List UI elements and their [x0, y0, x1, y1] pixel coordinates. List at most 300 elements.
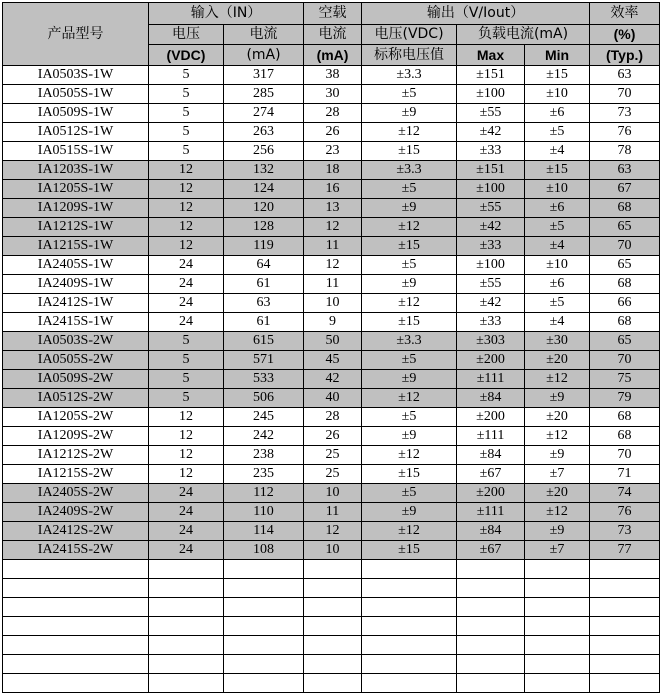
cell-input-current: 245 [224, 408, 304, 427]
blank-cell [457, 636, 525, 655]
blank-cell [590, 655, 660, 674]
cell-load-min: ±9 [525, 389, 590, 408]
blank-cell [149, 617, 224, 636]
blank-cell [457, 617, 525, 636]
cell-output-voltage: ±9 [362, 370, 457, 389]
cell-load-min: ±10 [525, 256, 590, 275]
cell-output-voltage: ±5 [362, 180, 457, 199]
cell-input-voltage: 5 [149, 142, 224, 161]
cell-model: IA1205S-2W [3, 408, 149, 427]
cell-load-min: ±12 [525, 370, 590, 389]
cell-model: IA1203S-1W [3, 161, 149, 180]
header-output-voltage-sub: 标称电压值 [362, 45, 457, 66]
cell-load-min: ±5 [525, 218, 590, 237]
table-row [3, 503, 660, 522]
cell-load-max: ±200 [457, 408, 525, 427]
table-header [3, 3, 660, 66]
blank-cell [224, 560, 304, 579]
cell-model: IA0505S-2W [3, 351, 149, 370]
blank-cell [362, 655, 457, 674]
cell-load-max: ±42 [457, 123, 525, 142]
cell-input-current: 285 [224, 85, 304, 104]
header-output: 输出（V/Iout） [362, 3, 590, 25]
cell-load-max: ±84 [457, 522, 525, 541]
cell-noload-current: 9 [304, 313, 362, 332]
cell-input-current: 64 [224, 256, 304, 275]
table-row [3, 484, 660, 503]
cell-noload-current: 26 [304, 427, 362, 446]
cell-load-max: ±55 [457, 199, 525, 218]
cell-noload-current: 18 [304, 161, 362, 180]
header-eff-mid: (%) [590, 25, 660, 45]
cell-load-min: ±10 [525, 85, 590, 104]
table-row [3, 446, 660, 465]
cell-efficiency: 75 [590, 370, 660, 389]
blank-cell [362, 579, 457, 598]
blank-cell [3, 636, 149, 655]
cell-load-max: ±200 [457, 484, 525, 503]
cell-input-voltage: 24 [149, 313, 224, 332]
blank-cell [224, 579, 304, 598]
cell-model: IA2405S-1W [3, 256, 149, 275]
cell-input-voltage: 12 [149, 446, 224, 465]
cell-load-min: ±5 [525, 123, 590, 142]
header-load-min: Min [525, 45, 590, 66]
cell-model: IA2412S-1W [3, 294, 149, 313]
cell-noload-current: 12 [304, 522, 362, 541]
blank-cell [525, 617, 590, 636]
cell-input-current: 256 [224, 142, 304, 161]
cell-load-max: ±100 [457, 180, 525, 199]
table-row [3, 256, 660, 275]
blank-cell [304, 598, 362, 617]
cell-output-voltage: ±5 [362, 484, 457, 503]
cell-output-voltage: ±5 [362, 256, 457, 275]
cell-output-voltage: ±15 [362, 313, 457, 332]
cell-load-max: ±67 [457, 541, 525, 560]
cell-input-current: 506 [224, 389, 304, 408]
cell-input-voltage: 12 [149, 218, 224, 237]
cell-load-max: ±55 [457, 104, 525, 123]
cell-output-voltage: ±12 [362, 294, 457, 313]
cell-noload-current: 30 [304, 85, 362, 104]
cell-load-min: ±4 [525, 313, 590, 332]
cell-noload-current: 13 [304, 199, 362, 218]
cell-load-max: ±33 [457, 237, 525, 256]
cell-input-voltage: 12 [149, 237, 224, 256]
table-row [3, 142, 660, 161]
cell-load-max: ±200 [457, 351, 525, 370]
cell-load-min: ±20 [525, 351, 590, 370]
cell-model: IA0503S-1W [3, 66, 149, 85]
cell-load-min: ±10 [525, 180, 590, 199]
blank-cell [224, 636, 304, 655]
blank-cell [590, 560, 660, 579]
cell-load-max: ±42 [457, 294, 525, 313]
cell-efficiency: 77 [590, 541, 660, 560]
table-row [3, 123, 660, 142]
cell-output-voltage: ±15 [362, 465, 457, 484]
blank-cell [525, 655, 590, 674]
cell-input-voltage: 12 [149, 427, 224, 446]
blank-cell [590, 617, 660, 636]
cell-efficiency: 68 [590, 275, 660, 294]
table-body [3, 66, 660, 693]
cell-input-voltage: 24 [149, 294, 224, 313]
blank-row [3, 674, 660, 693]
header-noload-unit: (mA) [304, 45, 362, 66]
cell-input-current: 114 [224, 522, 304, 541]
cell-model: IA1212S-1W [3, 218, 149, 237]
cell-model: IA2409S-2W [3, 503, 149, 522]
cell-model: IA1215S-1W [3, 237, 149, 256]
cell-input-voltage: 24 [149, 522, 224, 541]
cell-load-min: ±9 [525, 522, 590, 541]
cell-input-voltage: 5 [149, 123, 224, 142]
header-input: 输入（IN） [149, 3, 304, 25]
blank-cell [362, 636, 457, 655]
cell-load-min: ±6 [525, 199, 590, 218]
cell-load-min: ±7 [525, 465, 590, 484]
blank-cell [149, 598, 224, 617]
blank-cell [224, 598, 304, 617]
header-input-current: 电流 [224, 25, 304, 45]
blank-row [3, 560, 660, 579]
cell-load-min: ±6 [525, 104, 590, 123]
cell-efficiency: 76 [590, 503, 660, 522]
cell-input-voltage: 5 [149, 389, 224, 408]
cell-model: IA1205S-1W [3, 180, 149, 199]
cell-load-min: ±4 [525, 142, 590, 161]
blank-row [3, 655, 660, 674]
cell-model: IA0503S-2W [3, 332, 149, 351]
cell-efficiency: 68 [590, 408, 660, 427]
cell-efficiency: 74 [590, 484, 660, 503]
cell-efficiency: 76 [590, 123, 660, 142]
blank-cell [3, 579, 149, 598]
blank-cell [304, 636, 362, 655]
blank-cell [457, 579, 525, 598]
cell-efficiency: 65 [590, 332, 660, 351]
cell-model: IA1215S-2W [3, 465, 149, 484]
blank-cell [590, 598, 660, 617]
blank-cell [362, 674, 457, 693]
cell-output-voltage: ±9 [362, 427, 457, 446]
cell-load-min: ±4 [525, 237, 590, 256]
blank-cell [224, 617, 304, 636]
cell-noload-current: 45 [304, 351, 362, 370]
cell-output-voltage: ±3.3 [362, 161, 457, 180]
cell-input-voltage: 5 [149, 66, 224, 85]
cell-model: IA0515S-1W [3, 142, 149, 161]
spec-table [2, 2, 660, 693]
blank-cell [457, 674, 525, 693]
blank-row [3, 579, 660, 598]
table-row [3, 85, 660, 104]
blank-cell [149, 655, 224, 674]
cell-noload-current: 40 [304, 389, 362, 408]
cell-model: IA2415S-1W [3, 313, 149, 332]
cell-efficiency: 63 [590, 66, 660, 85]
cell-output-voltage: ±5 [362, 351, 457, 370]
table-row [3, 465, 660, 484]
cell-efficiency: 70 [590, 446, 660, 465]
cell-load-min: ±9 [525, 446, 590, 465]
cell-load-min: ±20 [525, 408, 590, 427]
cell-output-voltage: ±3.3 [362, 332, 457, 351]
table-row [3, 427, 660, 446]
blank-cell [304, 579, 362, 598]
blank-cell [590, 579, 660, 598]
blank-row [3, 636, 660, 655]
cell-noload-current: 16 [304, 180, 362, 199]
blank-cell [3, 655, 149, 674]
cell-efficiency: 68 [590, 199, 660, 218]
cell-load-min: ±12 [525, 427, 590, 446]
cell-model: IA0512S-2W [3, 389, 149, 408]
cell-input-voltage: 12 [149, 161, 224, 180]
cell-output-voltage: ±9 [362, 199, 457, 218]
cell-input-current: 274 [224, 104, 304, 123]
cell-efficiency: 66 [590, 294, 660, 313]
blank-cell [362, 617, 457, 636]
cell-model: IA0509S-1W [3, 104, 149, 123]
cell-noload-current: 10 [304, 294, 362, 313]
cell-noload-current: 38 [304, 66, 362, 85]
cell-input-current: 571 [224, 351, 304, 370]
header-input-voltage: 电压 [149, 25, 224, 45]
cell-efficiency: 73 [590, 104, 660, 123]
cell-input-current: 120 [224, 199, 304, 218]
cell-load-max: ±100 [457, 85, 525, 104]
cell-input-current: 238 [224, 446, 304, 465]
cell-noload-current: 26 [304, 123, 362, 142]
cell-model: IA1209S-1W [3, 199, 149, 218]
cell-noload-current: 23 [304, 142, 362, 161]
cell-input-voltage: 5 [149, 351, 224, 370]
cell-load-min: ±5 [525, 294, 590, 313]
cell-input-voltage: 5 [149, 332, 224, 351]
cell-efficiency: 70 [590, 237, 660, 256]
cell-efficiency: 65 [590, 218, 660, 237]
cell-noload-current: 10 [304, 484, 362, 503]
cell-input-current: 615 [224, 332, 304, 351]
cell-input-current: 235 [224, 465, 304, 484]
blank-cell [3, 560, 149, 579]
cell-input-voltage: 24 [149, 503, 224, 522]
header-load-max: Max [457, 45, 525, 66]
blank-cell [149, 674, 224, 693]
blank-cell [362, 598, 457, 617]
cell-load-min: ±12 [525, 503, 590, 522]
cell-noload-current: 11 [304, 237, 362, 256]
table-row [3, 66, 660, 85]
cell-output-voltage: ±15 [362, 142, 457, 161]
cell-efficiency: 70 [590, 351, 660, 370]
header-input-current-unit: (mA) [224, 45, 304, 66]
cell-output-voltage: ±15 [362, 541, 457, 560]
cell-model: IA0509S-2W [3, 370, 149, 389]
cell-noload-current: 42 [304, 370, 362, 389]
blank-cell [304, 674, 362, 693]
cell-efficiency: 68 [590, 313, 660, 332]
cell-output-voltage: ±12 [362, 446, 457, 465]
cell-model: IA2405S-2W [3, 484, 149, 503]
cell-load-max: ±303 [457, 332, 525, 351]
blank-cell [590, 636, 660, 655]
cell-output-voltage: ±9 [362, 104, 457, 123]
blank-cell [457, 560, 525, 579]
table-row [3, 332, 660, 351]
cell-input-voltage: 12 [149, 465, 224, 484]
table-row [3, 522, 660, 541]
cell-input-voltage: 24 [149, 541, 224, 560]
cell-input-current: 108 [224, 541, 304, 560]
cell-output-voltage: ±12 [362, 218, 457, 237]
cell-load-min: ±20 [525, 484, 590, 503]
cell-noload-current: 28 [304, 408, 362, 427]
blank-row [3, 617, 660, 636]
cell-output-voltage: ±12 [362, 522, 457, 541]
cell-load-max: ±111 [457, 503, 525, 522]
table-row [3, 237, 660, 256]
cell-input-current: 110 [224, 503, 304, 522]
cell-input-voltage: 24 [149, 275, 224, 294]
cell-input-current: 61 [224, 313, 304, 332]
table-row [3, 370, 660, 389]
cell-model: IA2409S-1W [3, 275, 149, 294]
cell-input-voltage: 12 [149, 199, 224, 218]
cell-efficiency: 78 [590, 142, 660, 161]
cell-output-voltage: ±5 [362, 408, 457, 427]
cell-load-max: ±33 [457, 142, 525, 161]
cell-load-max: ±111 [457, 427, 525, 446]
cell-output-voltage: ±5 [362, 85, 457, 104]
blank-cell [149, 560, 224, 579]
header-noload-top: 空载 [304, 3, 362, 25]
cell-load-max: ±151 [457, 66, 525, 85]
cell-output-voltage: ±15 [362, 237, 457, 256]
blank-cell [362, 560, 457, 579]
header-eff-top: 效率 [590, 3, 660, 25]
table-row [3, 294, 660, 313]
blank-cell [149, 579, 224, 598]
cell-load-max: ±100 [457, 256, 525, 275]
cell-load-max: ±67 [457, 465, 525, 484]
cell-load-max: ±55 [457, 275, 525, 294]
cell-output-voltage: ±12 [362, 389, 457, 408]
table-row [3, 313, 660, 332]
cell-model: IA1209S-2W [3, 427, 149, 446]
header-load-current: 负载电流(mA) [457, 25, 590, 45]
header-model: 产品型号 [3, 3, 149, 66]
cell-input-voltage: 5 [149, 85, 224, 104]
cell-noload-current: 12 [304, 256, 362, 275]
header-eff-unit: (Typ.) [590, 45, 660, 66]
table-row [3, 351, 660, 370]
cell-input-current: 533 [224, 370, 304, 389]
cell-model: IA0505S-1W [3, 85, 149, 104]
cell-load-min: ±7 [525, 541, 590, 560]
cell-input-voltage: 24 [149, 256, 224, 275]
blank-cell [525, 560, 590, 579]
blank-cell [304, 655, 362, 674]
header-input-voltage-unit: (VDC) [149, 45, 224, 66]
blank-cell [224, 655, 304, 674]
cell-input-current: 132 [224, 161, 304, 180]
table-row [3, 275, 660, 294]
cell-input-voltage: 12 [149, 180, 224, 199]
cell-model: IA2415S-2W [3, 541, 149, 560]
cell-noload-current: 50 [304, 332, 362, 351]
cell-output-voltage: ±9 [362, 275, 457, 294]
table-row [3, 104, 660, 123]
cell-efficiency: 79 [590, 389, 660, 408]
cell-model: IA2412S-2W [3, 522, 149, 541]
cell-input-voltage: 5 [149, 370, 224, 389]
table-row [3, 199, 660, 218]
cell-model: IA1212S-2W [3, 446, 149, 465]
blank-cell [149, 636, 224, 655]
blank-row [3, 598, 660, 617]
cell-efficiency: 70 [590, 85, 660, 104]
cell-load-max: ±42 [457, 218, 525, 237]
cell-load-max: ±84 [457, 389, 525, 408]
blank-cell [525, 636, 590, 655]
cell-load-max: ±33 [457, 313, 525, 332]
header-output-voltage: 电压(VDC) [362, 25, 457, 45]
cell-noload-current: 28 [304, 104, 362, 123]
cell-output-voltage: ±9 [362, 503, 457, 522]
blank-cell [525, 598, 590, 617]
cell-load-min: ±15 [525, 161, 590, 180]
cell-efficiency: 63 [590, 161, 660, 180]
blank-cell [525, 674, 590, 693]
cell-model: IA0512S-1W [3, 123, 149, 142]
cell-input-current: 317 [224, 66, 304, 85]
blank-cell [304, 617, 362, 636]
cell-input-current: 112 [224, 484, 304, 503]
cell-efficiency: 73 [590, 522, 660, 541]
blank-cell [224, 674, 304, 693]
cell-input-voltage: 12 [149, 408, 224, 427]
cell-input-current: 242 [224, 427, 304, 446]
header-noload-mid: 电流 [304, 25, 362, 45]
table-row [3, 161, 660, 180]
table-row [3, 541, 660, 560]
cell-output-voltage: ±3.3 [362, 66, 457, 85]
cell-input-voltage: 24 [149, 484, 224, 503]
blank-cell [590, 674, 660, 693]
cell-input-current: 128 [224, 218, 304, 237]
cell-input-current: 124 [224, 180, 304, 199]
blank-cell [3, 674, 149, 693]
cell-noload-current: 12 [304, 218, 362, 237]
cell-input-current: 61 [224, 275, 304, 294]
cell-noload-current: 25 [304, 465, 362, 484]
blank-cell [3, 598, 149, 617]
blank-cell [525, 579, 590, 598]
table-row [3, 408, 660, 427]
cell-load-min: ±6 [525, 275, 590, 294]
table-row [3, 218, 660, 237]
cell-efficiency: 71 [590, 465, 660, 484]
blank-cell [457, 598, 525, 617]
cell-noload-current: 11 [304, 275, 362, 294]
cell-load-max: ±84 [457, 446, 525, 465]
cell-efficiency: 68 [590, 427, 660, 446]
cell-noload-current: 11 [304, 503, 362, 522]
